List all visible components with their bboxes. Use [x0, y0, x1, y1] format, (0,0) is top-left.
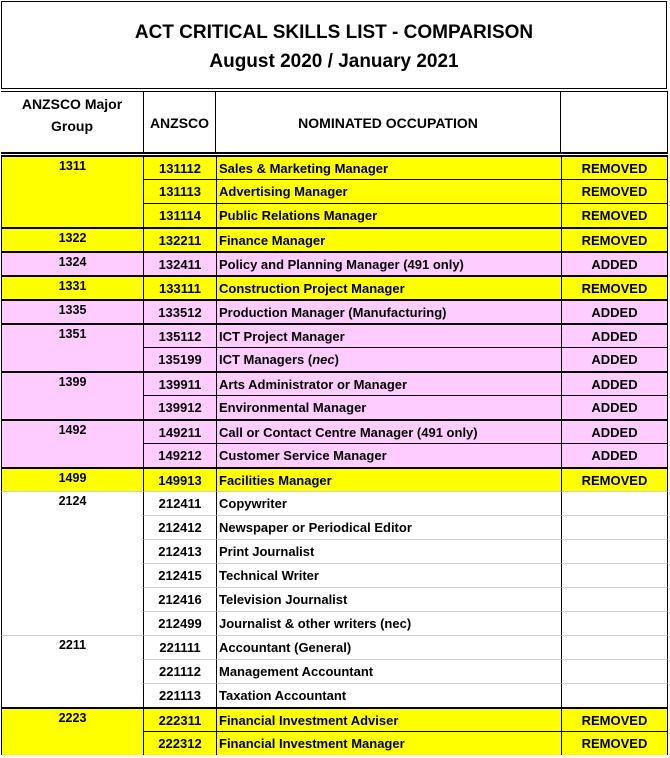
anzsco-cell: 221113	[143, 683, 216, 707]
status-cell	[561, 635, 668, 659]
group-cell: 1331	[1, 275, 143, 299]
status-cell: REMOVED	[561, 275, 668, 299]
occupation-cell: Call or Contact Centre Manager (491 only)	[216, 419, 561, 443]
group-cell: 1492	[1, 419, 143, 467]
group-cell: 1335	[1, 299, 143, 323]
anzsco-cell: 132411	[143, 251, 216, 275]
anzsco-cell: 212412	[143, 515, 216, 539]
status-cell: ADDED	[561, 395, 668, 419]
occupation-cell: Production Manager (Manufacturing)	[216, 299, 561, 323]
anzsco-cell: 139911	[143, 371, 216, 395]
occupation-cell: Newspaper or Periodical Editor	[216, 515, 561, 539]
anzsco-cell: 212416	[143, 587, 216, 611]
title-main: ACT CRITICAL SKILLS LIST - COMPARISON	[134, 22, 534, 43]
anzsco-cell: 131113	[143, 179, 216, 203]
group-cell: 1322	[1, 227, 143, 251]
anzsco-cell: 212411	[143, 491, 216, 515]
occupation-cell: Public Relations Manager	[216, 203, 561, 227]
anzsco-cell: 212415	[143, 563, 216, 587]
header-major-group: ANZSCO Major Group	[21, 96, 123, 134]
status-cell	[561, 563, 668, 587]
group-cell: 1351	[1, 323, 143, 371]
anzsco-cell: 139912	[143, 395, 216, 419]
anzsco-cell: 149211	[143, 419, 216, 443]
group-cell: 1311	[1, 155, 143, 227]
anzsco-cell: 135112	[143, 323, 216, 347]
anzsco-cell: 149212	[143, 443, 216, 467]
anzsco-cell: 149913	[143, 467, 216, 491]
status-cell	[561, 683, 668, 707]
occupation-cell: Accountant (General)	[216, 635, 561, 659]
anzsco-cell: 131114	[143, 203, 216, 227]
anzsco-cell: 212499	[143, 611, 216, 635]
occupation-cell: Customer Service Manager	[216, 443, 561, 467]
header-status	[560, 91, 668, 154]
occupation-cell: Construction Project Manager	[216, 275, 561, 299]
status-cell: ADDED	[561, 251, 668, 275]
occupation-cell: Sales & Marketing Manager	[216, 155, 561, 179]
occupation-cell: Financial Investment Adviser	[216, 707, 561, 731]
status-cell: ADDED	[561, 347, 668, 371]
status-cell: REMOVED	[561, 467, 668, 491]
status-cell: REMOVED	[561, 203, 668, 227]
group-cell: 2223	[1, 707, 143, 755]
occupation-cell: Facilities Manager	[216, 467, 561, 491]
status-cell	[561, 659, 668, 683]
occupation-cell: Policy and Planning Manager (491 only)	[216, 251, 561, 275]
status-cell: REMOVED	[561, 227, 668, 251]
anzsco-cell: 221111	[143, 635, 216, 659]
status-cell: ADDED	[561, 419, 668, 443]
status-cell	[561, 587, 668, 611]
header-anzsco: ANZSCO	[143, 91, 215, 154]
anzsco-cell: 135199	[143, 347, 216, 371]
anzsco-cell: 222312	[143, 731, 216, 755]
group-cell: 2124	[1, 491, 143, 635]
status-cell	[561, 515, 668, 539]
occupation-cell: Finance Manager	[216, 227, 561, 251]
group-cell: 2211	[1, 635, 143, 707]
status-cell	[561, 539, 668, 563]
occupation-cell: Arts Administrator or Manager	[216, 371, 561, 395]
status-cell: REMOVED	[561, 731, 668, 755]
status-cell: ADDED	[561, 443, 668, 467]
occupation-cell: Television Journalist	[216, 587, 561, 611]
anzsco-cell: 133512	[143, 299, 216, 323]
occupation-cell: Technical Writer	[216, 563, 561, 587]
anzsco-cell: 221112	[143, 659, 216, 683]
status-cell: ADDED	[561, 371, 668, 395]
status-cell: REMOVED	[561, 155, 668, 179]
title-dates: August 2020 / January 2021	[209, 51, 459, 72]
group-cell: 1324	[1, 251, 143, 275]
occupation-cell: Environmental Manager	[216, 395, 561, 419]
occupation-cell: Advertising Manager	[216, 179, 561, 203]
anzsco-cell: 222311	[143, 707, 216, 731]
status-cell	[561, 611, 668, 635]
status-cell	[561, 491, 668, 515]
group-cell: 1499	[1, 467, 143, 491]
occupation-cell: Management Accountant	[216, 659, 561, 683]
group-cell: 1399	[1, 371, 143, 419]
anzsco-cell: 131112	[143, 155, 216, 179]
status-cell: ADDED	[561, 323, 668, 347]
header-occupation: NOMINATED OCCUPATION	[215, 91, 560, 154]
occupation-cell: Financial Investment Manager	[216, 731, 561, 755]
anzsco-cell: 133111	[143, 275, 216, 299]
anzsco-cell: 212413	[143, 539, 216, 563]
anzsco-cell: 132211	[143, 227, 216, 251]
occupation-cell: Copywriter	[216, 491, 561, 515]
title-box	[1, 1, 667, 89]
status-cell: REMOVED	[561, 179, 668, 203]
occupation-cell: ICT Managers (nec)	[216, 347, 561, 371]
status-cell: ADDED	[561, 299, 668, 323]
occupation-cell: Journalist & other writers (nec)	[216, 611, 561, 635]
status-cell: REMOVED	[561, 707, 668, 731]
occupation-cell: Taxation Accountant	[216, 683, 561, 707]
occupation-cell: Print Journalist	[216, 539, 561, 563]
occupation-cell: ICT Project Manager	[216, 323, 561, 347]
